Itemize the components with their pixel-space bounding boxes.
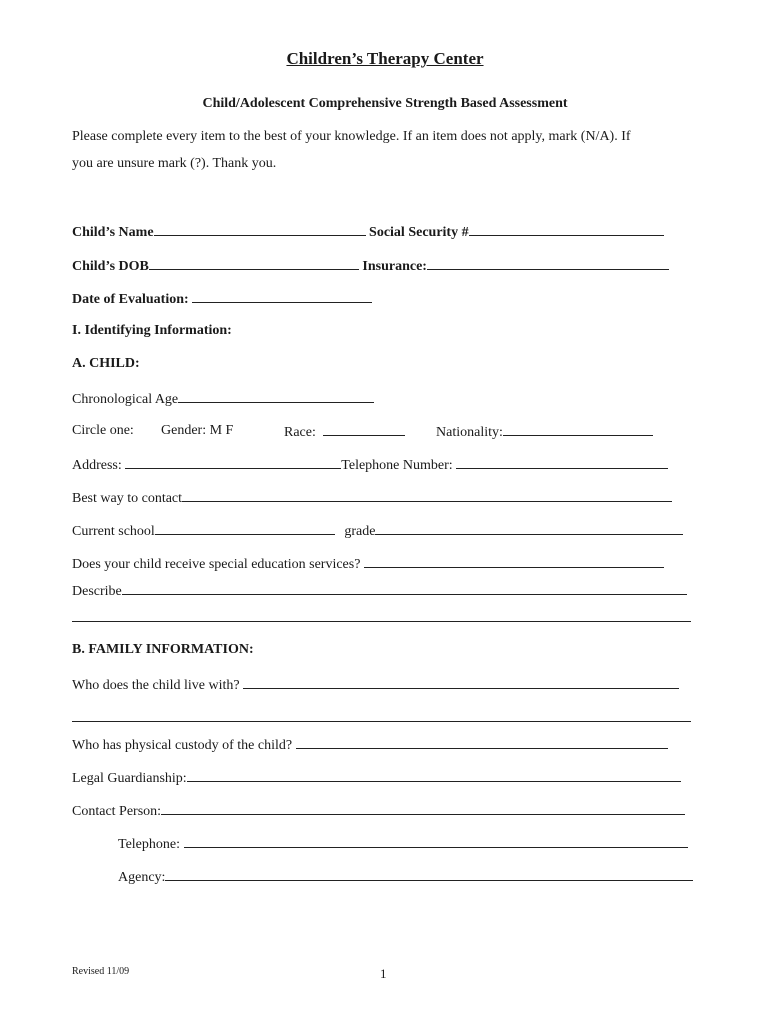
childs-dob-row: [72, 256, 669, 276]
contact-telephone-field[interactable]: [184, 834, 688, 848]
contact-person-row: [72, 801, 685, 821]
agency-label: Agency:: [118, 870, 166, 885]
childs-name-field[interactable]: [154, 222, 366, 236]
telephone-number-field[interactable]: [456, 455, 668, 469]
circle-one-label: Circle one:: [72, 423, 134, 438]
describe-continuation-line[interactable]: [72, 621, 691, 622]
gender-options[interactable]: Gender: M F: [161, 423, 234, 438]
lives-with-field[interactable]: [243, 675, 679, 689]
instructions-line-1: Please complete every item to the best of your knowledge. If an item does not apply, mark (N/A). If: [72, 129, 631, 144]
address-row: [72, 455, 668, 475]
revision-note: Revised 11/09: [72, 966, 130, 977]
form-subtitle: Child/Adolescent Comprehensive Strength Based Assessment: [202, 96, 568, 111]
agency-field[interactable]: [165, 867, 693, 881]
address-field[interactable]: [125, 455, 341, 469]
describe-field[interactable]: [122, 581, 687, 595]
childs-name-label: Child’s Name: [72, 225, 154, 240]
social-security-field[interactable]: [469, 222, 664, 236]
nationality-field[interactable]: [503, 422, 653, 436]
race-field[interactable]: [323, 422, 405, 436]
section-child: A. CHILD:: [72, 356, 140, 371]
section-identifying-information: I. Identifying Information:: [72, 323, 232, 338]
legal-guardianship-row: [72, 768, 681, 788]
legal-guardianship-field[interactable]: [187, 768, 681, 782]
special-education-label: Does your child receive special education services?: [72, 557, 361, 572]
childs-dob-label: Child’s DOB: [72, 259, 149, 274]
contact-telephone-label: Telephone:: [118, 837, 180, 852]
instructions-line-2: you are unsure mark (?). Thank you.: [72, 156, 277, 171]
date-of-evaluation-field[interactable]: [192, 289, 372, 303]
grade-field[interactable]: [375, 521, 683, 535]
childs-name-row: [72, 222, 664, 242]
date-of-evaluation-label: Date of Evaluation:: [72, 292, 189, 307]
special-education-row: [72, 554, 664, 574]
chronological-age-row: [72, 389, 374, 409]
agency-row: [118, 867, 693, 887]
lives-with-row: [72, 675, 679, 695]
section-family-information: B. FAMILY INFORMATION:: [72, 642, 254, 657]
address-label: Address:: [72, 458, 122, 473]
best-way-contact-field[interactable]: [182, 488, 672, 502]
date-of-evaluation-row: [72, 289, 372, 309]
best-way-contact-label: Best way to contact: [72, 491, 183, 506]
chronological-age-field[interactable]: [178, 389, 374, 403]
contact-person-field[interactable]: [161, 801, 685, 815]
physical-custody-row: [72, 735, 668, 755]
lives-with-label: Who does the child live with?: [72, 678, 240, 693]
insurance-field[interactable]: [427, 256, 669, 270]
physical-custody-field[interactable]: [296, 735, 668, 749]
telephone-number-label: Telephone Number:: [341, 458, 453, 473]
contact-person-label: Contact Person:: [72, 804, 162, 819]
current-school-field[interactable]: [155, 521, 335, 535]
current-school-row: [72, 521, 683, 541]
nationality-row: [436, 422, 653, 442]
childs-dob-field[interactable]: [149, 256, 359, 270]
chronological-age-label: Chronological Age: [72, 392, 179, 407]
insurance-label: Insurance:: [362, 259, 427, 274]
race-row: [284, 422, 405, 442]
nationality-label: Nationality:: [436, 425, 503, 440]
current-school-label: Current school: [72, 524, 155, 539]
best-way-contact-row: [72, 488, 672, 508]
describe-row: [72, 581, 687, 601]
physical-custody-label: Who has physical custody of the child?: [72, 738, 293, 753]
page-number: 1: [380, 966, 387, 981]
contact-telephone-row: [118, 834, 688, 854]
describe-label: Describe: [72, 584, 122, 599]
page-title: Children’s Therapy Center: [286, 49, 484, 68]
lives-with-continuation-line[interactable]: [72, 721, 691, 722]
grade-label: grade: [344, 524, 376, 539]
race-label: Race:: [284, 425, 316, 440]
special-education-field[interactable]: [364, 554, 664, 568]
social-security-label: Social Security #: [369, 225, 469, 240]
legal-guardianship-label: Legal Guardianship:: [72, 771, 187, 786]
